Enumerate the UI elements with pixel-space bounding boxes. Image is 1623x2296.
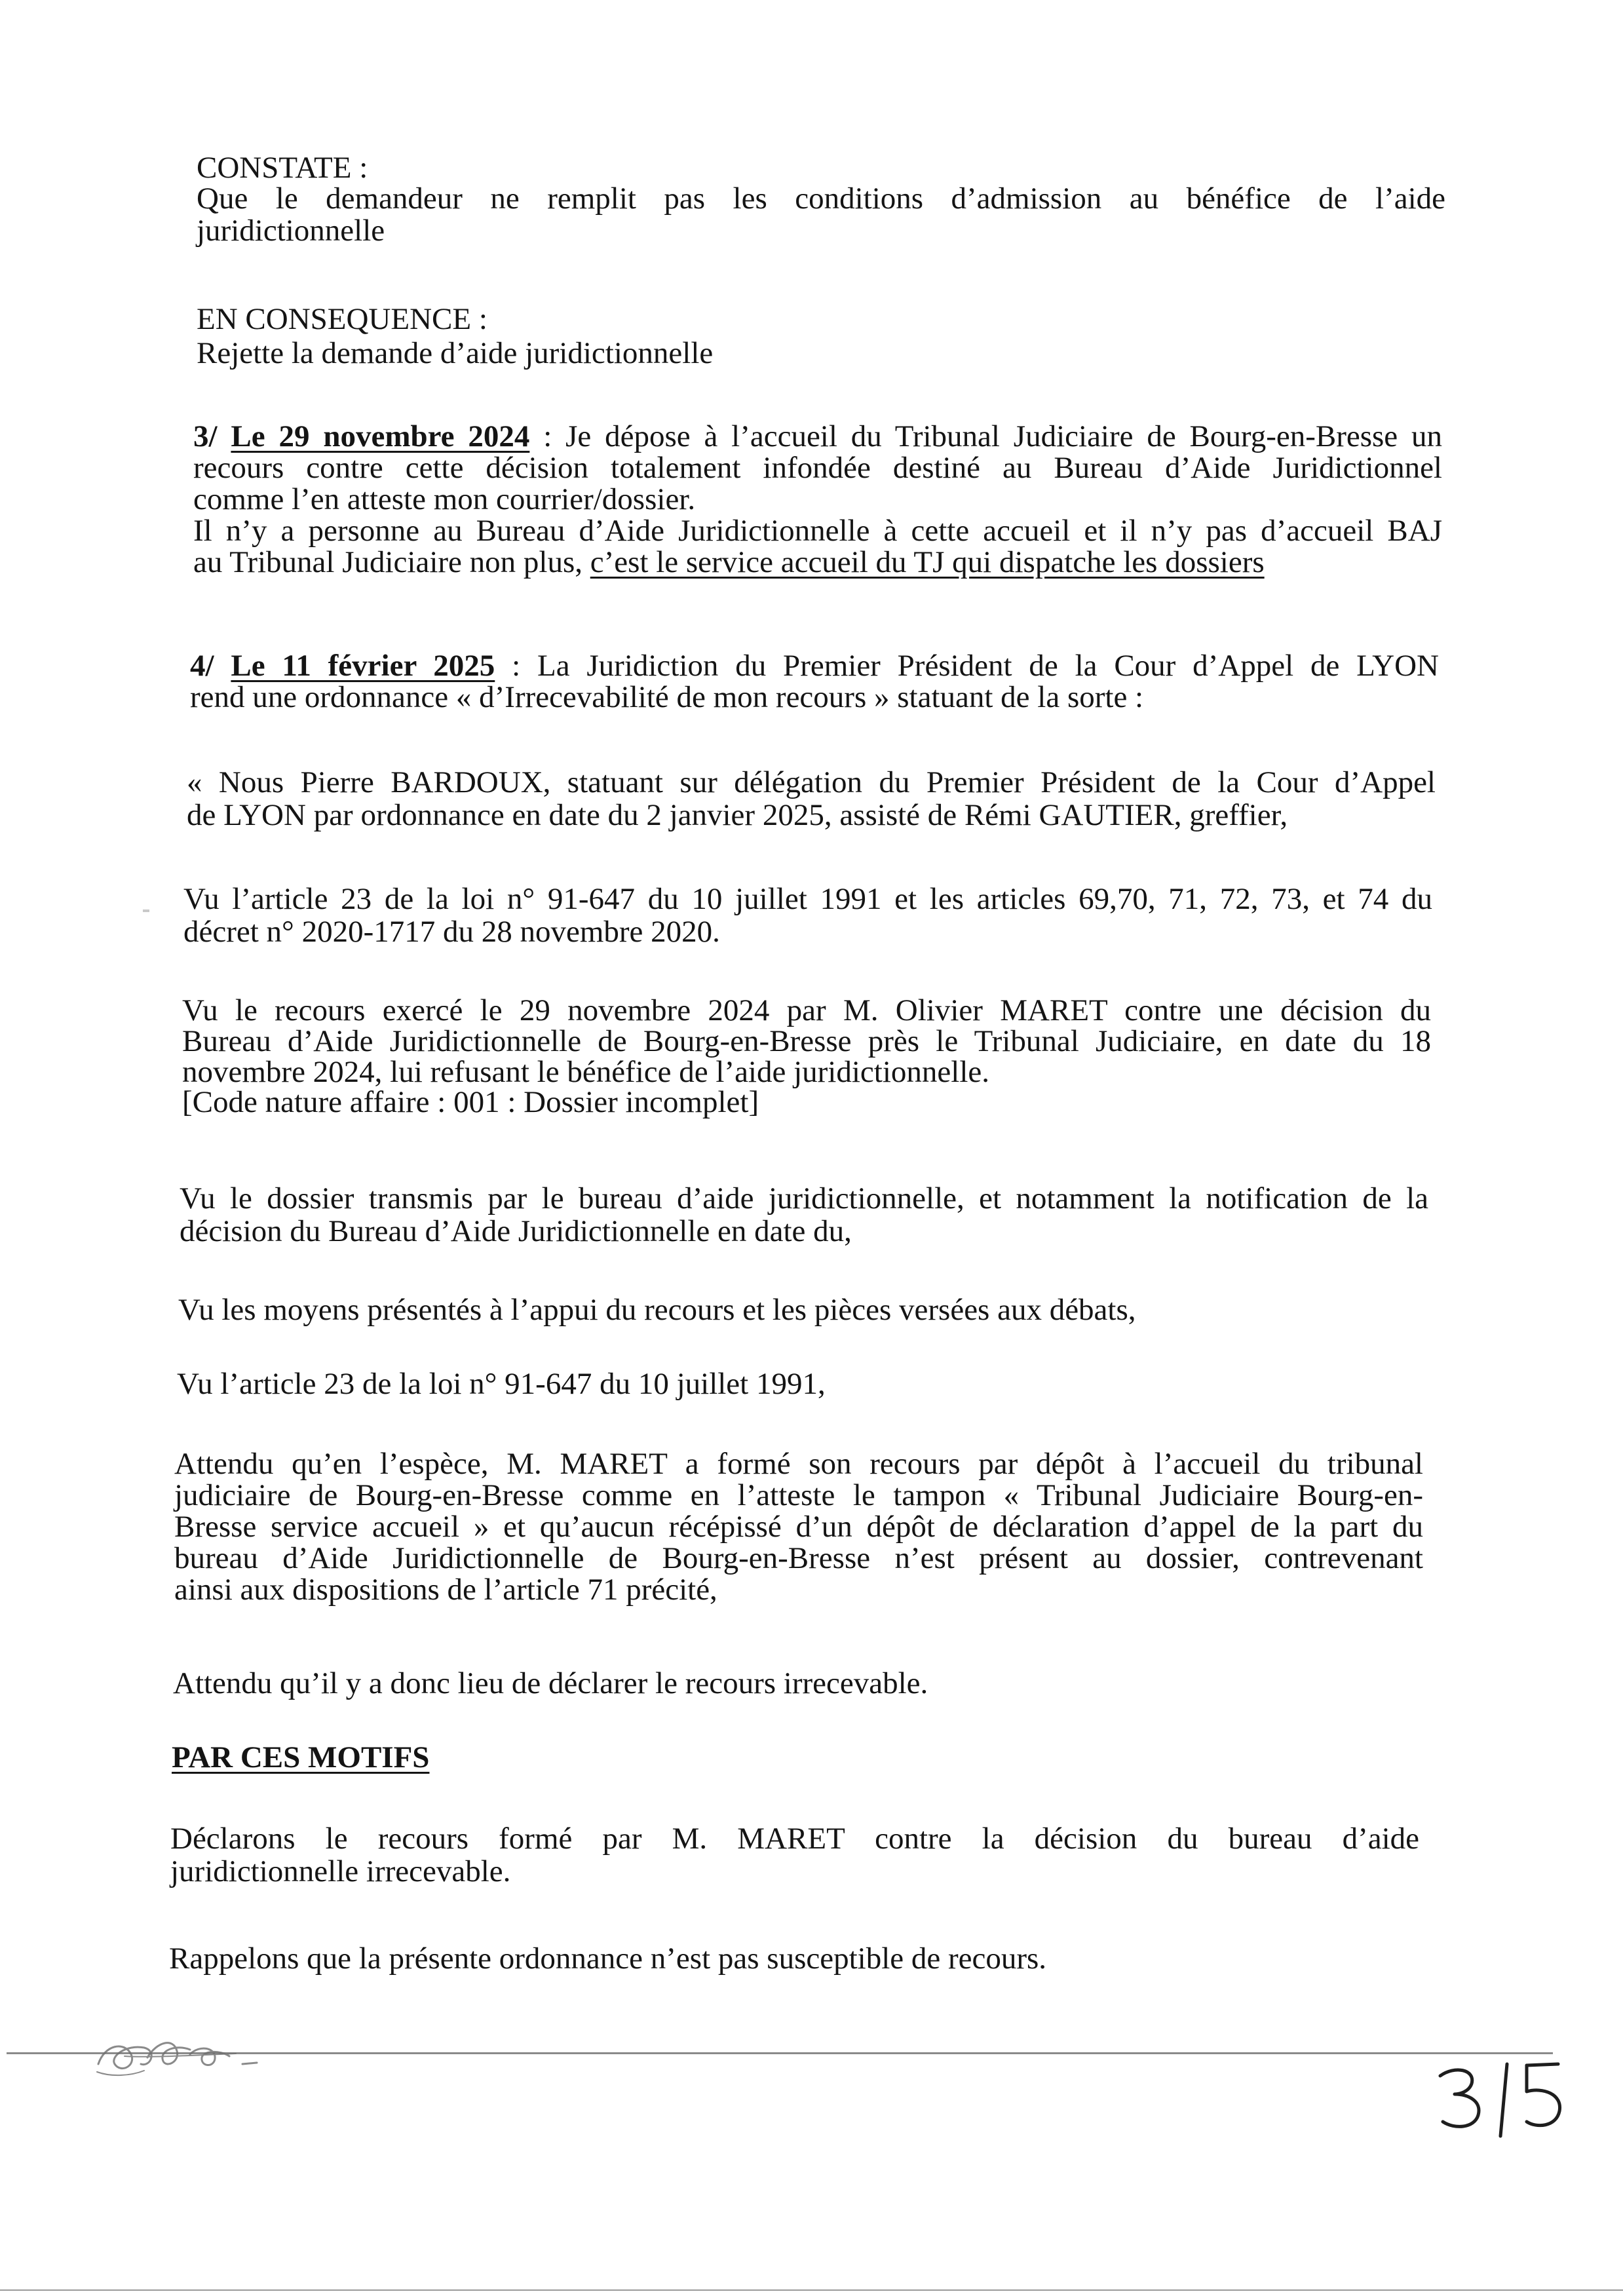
vu-moyens-paragraph bbox=[178, 1294, 1427, 1326]
bottom-scan-edge bbox=[0, 2289, 1623, 2291]
vu-article-23-paragraph bbox=[183, 883, 1432, 947]
vu-2-line-4: [Code nature affaire : 001 : Dossier incomplet] bbox=[182, 1085, 759, 1119]
constate-line-2: juridictionnelle bbox=[197, 214, 385, 248]
scan-speck bbox=[143, 909, 149, 912]
vu-2-line-1: Vu le recours exercé le 29 novembre 2024 par M. Olivier MARET contre une décision du bbox=[182, 993, 1431, 1027]
rappelons-paragraph bbox=[169, 1943, 1418, 1974]
ordonnance-preamble bbox=[187, 767, 1436, 831]
attendu-1-line-4: bureau d’Aide Juridictionnelle de Bourg-en-Bresse n’est présent au dossier, contrevenant bbox=[174, 1541, 1423, 1575]
item-3-line-1 bbox=[193, 421, 1442, 452]
vu-1-line-2: décret n° 2020-1717 du 28 novembre 2020. bbox=[183, 915, 720, 949]
item-4-section bbox=[190, 650, 1439, 713]
attendu-1-line-1: Attendu qu’en l’espèce, M. MARET a formé son recours par dépôt à l’accueil du tribunal bbox=[174, 1447, 1423, 1481]
item-4-line-2: rend une ordonnance « d’Irrecevabilité de mon recours » statuant de la sorte : bbox=[190, 680, 1144, 714]
item-3-line-5-plain: au Tribunal Judiciaire non plus, bbox=[193, 545, 590, 579]
constate-section bbox=[197, 152, 1445, 246]
vu-3-line-2: décision du Bureau d’Aide Juridictionnelle en date du, bbox=[180, 1214, 852, 1248]
vu-2-line-2: Bureau d’Aide Juridictionnelle de Bourg-en-Bresse près le Tribunal Judiciaire, en date du 18 bbox=[182, 1024, 1431, 1058]
page-number-handwritten-icon bbox=[1428, 2051, 1586, 2149]
item-4-line-1 bbox=[190, 650, 1439, 681]
handwritten-initials-icon bbox=[85, 2018, 282, 2090]
declarons-paragraph bbox=[170, 1823, 1419, 1887]
consequence-line-1: Rejette la demande d’aide juridictionnelle bbox=[197, 336, 714, 370]
vu-dossier-paragraph bbox=[180, 1183, 1428, 1247]
constate-heading: CONSTATE : bbox=[197, 151, 368, 185]
item-3-line-4: Il n’y a personne au Bureau d’Aide Juridictionnelle à cette accueil et il n’y pas d’accueil BAJ bbox=[193, 514, 1442, 548]
vu-3-line-1: Vu le dossier transmis par le bureau d’aide juridictionnelle, et notamment la notification de la bbox=[180, 1181, 1428, 1215]
item-3-line-5-underlined: c’est le service accueil du TJ qui dispatche les dossiers bbox=[590, 545, 1265, 579]
attendu-espece-paragraph bbox=[174, 1448, 1423, 1605]
vu-1-line-1: Vu l’article 23 de la loi n° 91-647 du 10 juillet 1991 et les articles 69,70, 71, 72, 73, et 74 du bbox=[183, 882, 1432, 916]
motifs-heading-block bbox=[172, 1742, 1421, 1773]
attendu-irrecevable-paragraph bbox=[173, 1668, 1422, 1699]
constate-line-1: Que le demandeur ne remplit pas les conditions d’admission au bénéfice de l’aide bbox=[197, 182, 1445, 216]
declarons-line-1: Déclarons le recours formé par M. MARET contre la décision du bureau d’aide bbox=[170, 1822, 1419, 1856]
consequence-section bbox=[197, 303, 1442, 369]
item-3-date: Le 29 novembre 2024 bbox=[231, 419, 530, 453]
item-3-line-2: recours contre cette décision totalement infondée destiné au Bureau d’Aide Juridictionnel bbox=[193, 451, 1442, 485]
preamble-line-1: « Nous Pierre BARDOUX, statuant sur délégation du Premier Président de la Cour d’Appel bbox=[187, 765, 1436, 799]
attendu-1-line-5: ainsi aux dispositions de l’article 71 précité, bbox=[174, 1573, 717, 1607]
item-4-line-1-rest: : La Juridiction du Premier Président de la Cour d’Appel de LYON bbox=[495, 649, 1439, 683]
rappelons-line-1: Rappelons que la présente ordonnance n’est pas susceptible de recours. bbox=[169, 1942, 1047, 1976]
item-4-number: 4/ bbox=[190, 649, 214, 683]
item-3-number: 3/ bbox=[193, 419, 218, 453]
item-3-line-1-rest: : Je dépose à l’accueil du Tribunal Judiciaire de Bourg-en-Bresse un bbox=[529, 419, 1443, 453]
vu-4-line-1: Vu les moyens présentés à l’appui du recours et les pièces versées aux débats, bbox=[178, 1293, 1136, 1327]
attendu-1-line-3: Bresse service accueil » et qu’aucun récépissé d’un dépôt de déclaration d’appel de la part du bbox=[174, 1510, 1423, 1544]
declarons-line-2: juridictionnelle irrecevable. bbox=[170, 1854, 511, 1888]
vu-article-23-short bbox=[177, 1368, 1426, 1400]
attendu-1-line-2: judiciaire de Bourg-en-Bresse comme en l’atteste le tampon « Tribunal Judiciaire Bourg-en- bbox=[174, 1478, 1423, 1512]
attendu-2-line-1: Attendu qu’il y a donc lieu de déclarer le recours irrecevable. bbox=[173, 1666, 928, 1700]
item-3-section bbox=[193, 421, 1442, 578]
motifs-heading: PAR CES MOTIFS bbox=[172, 1740, 430, 1774]
vu-2-line-3: novembre 2024, lui refusant le bénéfice de l’aide juridictionnelle. bbox=[182, 1055, 989, 1089]
item-3-line-3: comme l’en atteste mon courrier/dossier. bbox=[193, 482, 696, 516]
item-4-date: Le 11 février 2025 bbox=[231, 649, 495, 683]
consequence-heading: EN CONSEQUENCE : bbox=[197, 302, 487, 336]
vu-5-line-1: Vu l’article 23 de la loi n° 91-647 du 10 juillet 1991, bbox=[177, 1367, 826, 1401]
vu-recours-paragraph bbox=[182, 995, 1431, 1118]
item-3-line-5 bbox=[193, 546, 1442, 578]
preamble-line-2: de LYON par ordonnance en date du 2 janvier 2025, assisté de Rémi GAUTIER, greffier, bbox=[187, 798, 1288, 832]
